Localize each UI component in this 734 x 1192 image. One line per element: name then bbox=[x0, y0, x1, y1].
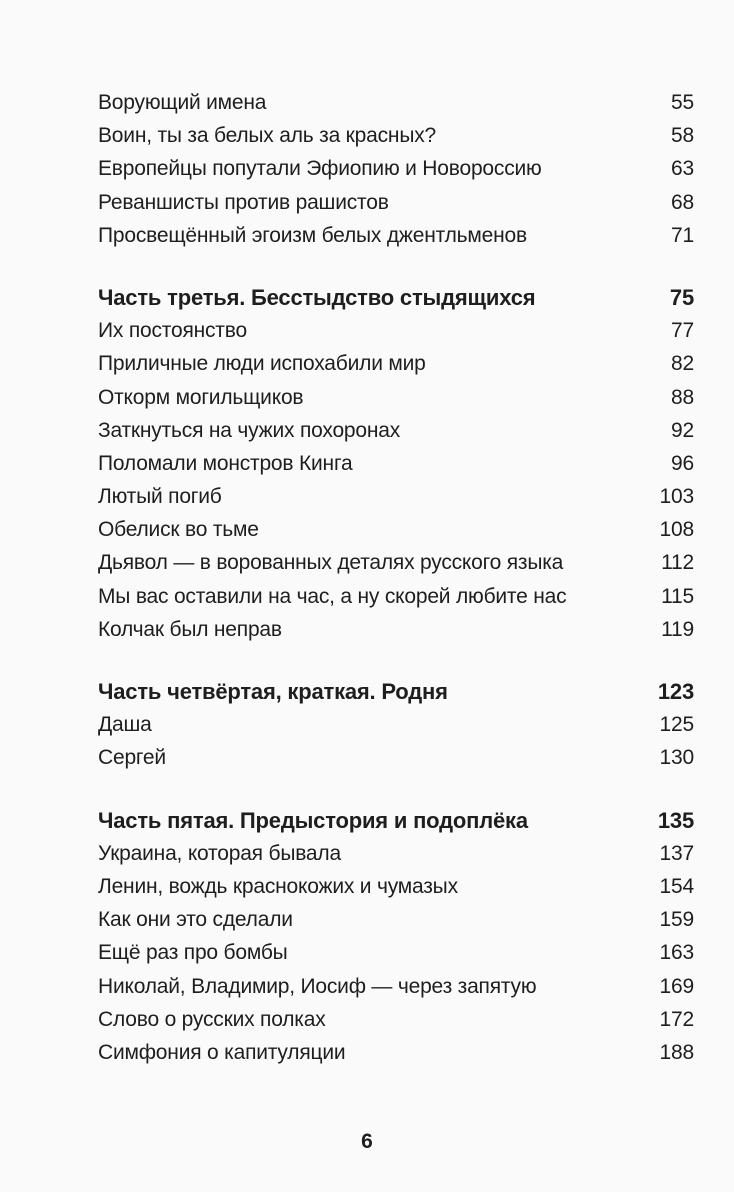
toc-title: Откорм могильщиков bbox=[98, 385, 304, 409]
toc-entry bbox=[98, 480, 694, 513]
toc-page-number: 172 bbox=[659, 1007, 694, 1031]
toc-page-number: 154 bbox=[659, 874, 694, 898]
toc-entry bbox=[98, 970, 694, 1003]
toc-entry bbox=[98, 741, 694, 774]
toc-title: Мы вас оставили на час, а ну скорей любите нас bbox=[98, 584, 567, 608]
toc-page-number: 188 bbox=[659, 1040, 694, 1064]
toc-entry bbox=[98, 708, 694, 741]
toc-entry bbox=[98, 86, 694, 119]
toc-page-number: 169 bbox=[659, 974, 694, 998]
toc-title: Часть третья. Бесстыдство стыдящихся bbox=[98, 284, 536, 310]
toc-page-number: 163 bbox=[659, 941, 694, 965]
toc-entry bbox=[98, 219, 694, 252]
toc-entry bbox=[98, 152, 694, 185]
toc-title: Даша bbox=[98, 713, 152, 737]
toc-entry bbox=[98, 936, 694, 969]
toc-title: Сергей bbox=[98, 746, 166, 770]
toc-entry bbox=[98, 347, 694, 380]
toc-page-number: 55 bbox=[671, 91, 694, 114]
toc-title: Дьявол — в ворованных деталях русского языка bbox=[98, 551, 564, 575]
toc-entry bbox=[98, 513, 694, 546]
toc-page-number: 112 bbox=[661, 551, 694, 575]
toc-page-number: 135 bbox=[657, 807, 694, 833]
toc-entry bbox=[98, 447, 694, 480]
toc-page-number: 92 bbox=[671, 418, 694, 442]
toc-page-number: 115 bbox=[661, 584, 694, 608]
toc-title: Слово о русских полках bbox=[98, 1007, 326, 1031]
toc-title: Симфония о капитуляции bbox=[98, 1040, 346, 1064]
toc-title: Колчак был неправ bbox=[98, 617, 282, 641]
toc-page-number: 63 bbox=[671, 157, 694, 181]
toc-title: Просвещённый эгоизм белых джентльменов bbox=[98, 223, 527, 247]
toc-title: Ворующий имена bbox=[98, 91, 267, 114]
toc-title: Лютый погиб bbox=[98, 485, 222, 509]
toc-page-number: 123 bbox=[657, 679, 694, 704]
toc-entry bbox=[98, 314, 694, 347]
page-number: 6 bbox=[361, 1130, 373, 1153]
toc-page-number: 82 bbox=[671, 352, 694, 376]
toc-page-number: 77 bbox=[671, 319, 694, 343]
toc-title: Европейцы попутали Эфиопию и Новороссию bbox=[98, 157, 542, 181]
toc-entry bbox=[98, 1036, 694, 1069]
toc-page-number: 119 bbox=[661, 617, 694, 641]
toc-title: Часть четвёртая, краткая. Родня bbox=[98, 679, 448, 704]
toc-title: Часть пятая. Предыстория и подоплёка bbox=[98, 807, 528, 833]
toc-part-heading bbox=[98, 281, 694, 314]
toc-title: Заткнуться на чужих похоронах bbox=[98, 418, 401, 442]
toc-page-number: 103 bbox=[659, 485, 694, 509]
toc-title: Обелиск во тьме bbox=[98, 518, 259, 542]
toc-entry bbox=[98, 119, 694, 152]
toc-page-number: 159 bbox=[659, 908, 694, 932]
toc-entry bbox=[98, 903, 694, 936]
toc-entry bbox=[98, 870, 694, 903]
toc-title: Украина, которая бывала bbox=[98, 841, 341, 865]
toc-page-number: 108 bbox=[659, 518, 694, 542]
toc-entry bbox=[98, 414, 694, 447]
table-of-contents bbox=[98, 86, 694, 1069]
toc-title: Реваншисты против рашистов bbox=[98, 190, 389, 214]
toc-part-heading bbox=[98, 675, 694, 708]
toc-title: Их постоянство bbox=[98, 319, 247, 343]
toc-title: Николай, Владимир, Иосиф — через запятую bbox=[98, 974, 537, 998]
toc-page-number: 130 bbox=[659, 746, 694, 770]
toc-entry bbox=[98, 546, 694, 579]
toc-page-number: 68 bbox=[671, 190, 694, 214]
toc-page-number: 125 bbox=[659, 713, 694, 737]
toc-page-number: 71 bbox=[671, 223, 694, 247]
toc-page-number: 58 bbox=[671, 124, 694, 148]
toc-page-number: 137 bbox=[659, 841, 694, 865]
toc-entry bbox=[98, 186, 694, 219]
toc-entry bbox=[98, 837, 694, 870]
toc-title: Приличные люди испохабили мир bbox=[98, 352, 426, 376]
toc-title: Ещё раз про бомбы bbox=[98, 941, 288, 965]
toc-page-number: 75 bbox=[669, 284, 694, 310]
toc-entry bbox=[98, 1003, 694, 1036]
toc-entry bbox=[98, 613, 694, 646]
toc-entry bbox=[98, 381, 694, 414]
toc-title: Ленин, вождь краснокожих и чумазых bbox=[98, 874, 458, 898]
toc-page-number: 96 bbox=[671, 451, 694, 475]
toc-part-heading bbox=[98, 804, 694, 837]
toc-title: Как они это сделали bbox=[98, 908, 293, 932]
toc-title: Воин, ты за белых аль за красных? bbox=[98, 124, 436, 148]
toc-page-number: 88 bbox=[671, 385, 694, 409]
toc-title: Поломали монстров Кинга bbox=[98, 451, 353, 475]
toc-entry bbox=[98, 580, 694, 613]
